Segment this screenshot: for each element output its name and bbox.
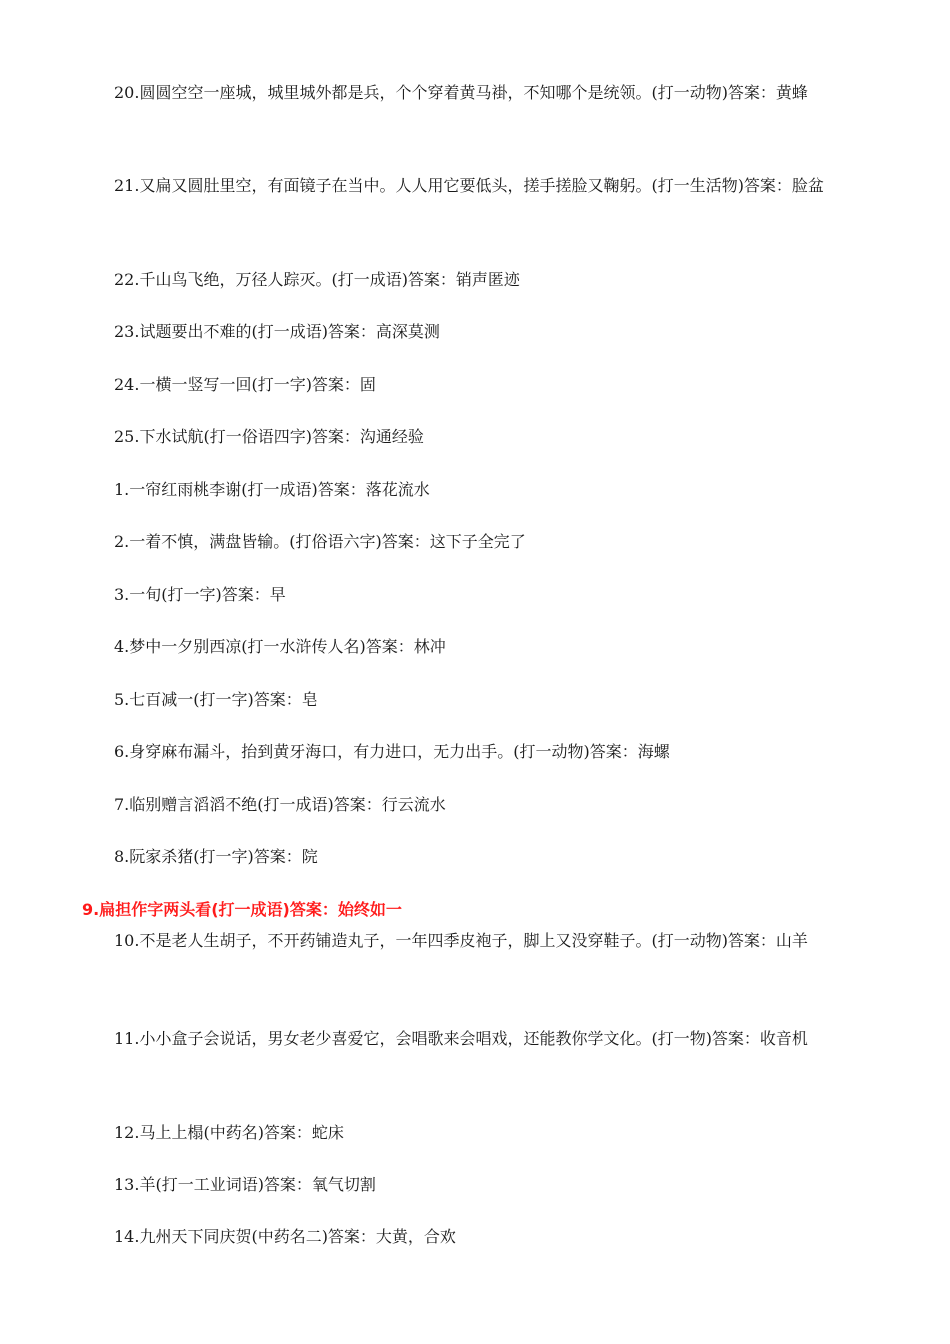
riddle-10: 10.不是老人生胡子，不开药铺造丸子，一年四季皮袍子，脚上又没穿鞋子。(打一动物)答案：山羊: [114, 931, 808, 950]
riddle-24: 24.一横一竖写一回(打一字)答案：固: [114, 375, 376, 394]
riddle-4: 4.梦中一夕别西凉(打一水浒传人名)答案：林冲: [114, 637, 446, 656]
riddle-8: 8.阮家杀猪(打一字)答案：院: [114, 847, 318, 866]
riddle-21: 21.又扁又圆肚里空，有面镜子在当中。人人用它要低头，搓手搓脸又鞠躬。(打一生活物)答案：脸盆: [114, 176, 824, 195]
riddle-11: 11.小小盒子会说话，男女老少喜爱它，会唱歌来会唱戏，还能教你学文化。(打一物)答案：收音机: [114, 1029, 808, 1048]
riddle-5: 5.七百减一(打一字)答案：皂: [114, 690, 318, 709]
riddle-6: 6.身穿麻布漏斗，抬到黄牙海口，有力进口，无力出手。(打一动物)答案：海螺: [114, 742, 670, 761]
riddle-13: 13.羊(打一工业词语)答案：氧气切割: [114, 1175, 376, 1194]
riddle-14: 14.九州天下同庆贺(中药名二)答案：大黄，合欢: [114, 1227, 456, 1246]
riddle-3: 3.一旬(打一字)答案：早: [114, 585, 286, 604]
riddle-20: 20.圆圆空空一座城，城里城外都是兵，个个穿着黄马褂，不知哪个是统领。(打一动物)答案：黄蜂: [114, 83, 808, 102]
riddle-9-highlighted: 9.扁担作字两头看(打一成语)答案：始终如一: [82, 900, 402, 919]
riddle-1: 1.一帘红雨桃李谢(打一成语)答案：落花流水: [114, 480, 430, 499]
riddle-2: 2.一着不慎，满盘皆输。(打俗语六字)答案：这下子全完了: [114, 532, 526, 551]
riddle-12: 12.马上上榻(中药名)答案：蛇床: [114, 1123, 344, 1142]
riddle-22: 22.千山鸟飞绝，万径人踪灭。(打一成语)答案：销声匿迹: [114, 270, 520, 289]
riddle-25: 25.下水试航(打一俗语四字)答案：沟通经验: [114, 427, 424, 446]
riddle-23: 23.试题要出不难的(打一成语)答案：高深莫测: [114, 322, 440, 341]
riddle-7: 7.临别赠言滔滔不绝(打一成语)答案：行云流水: [114, 795, 446, 814]
